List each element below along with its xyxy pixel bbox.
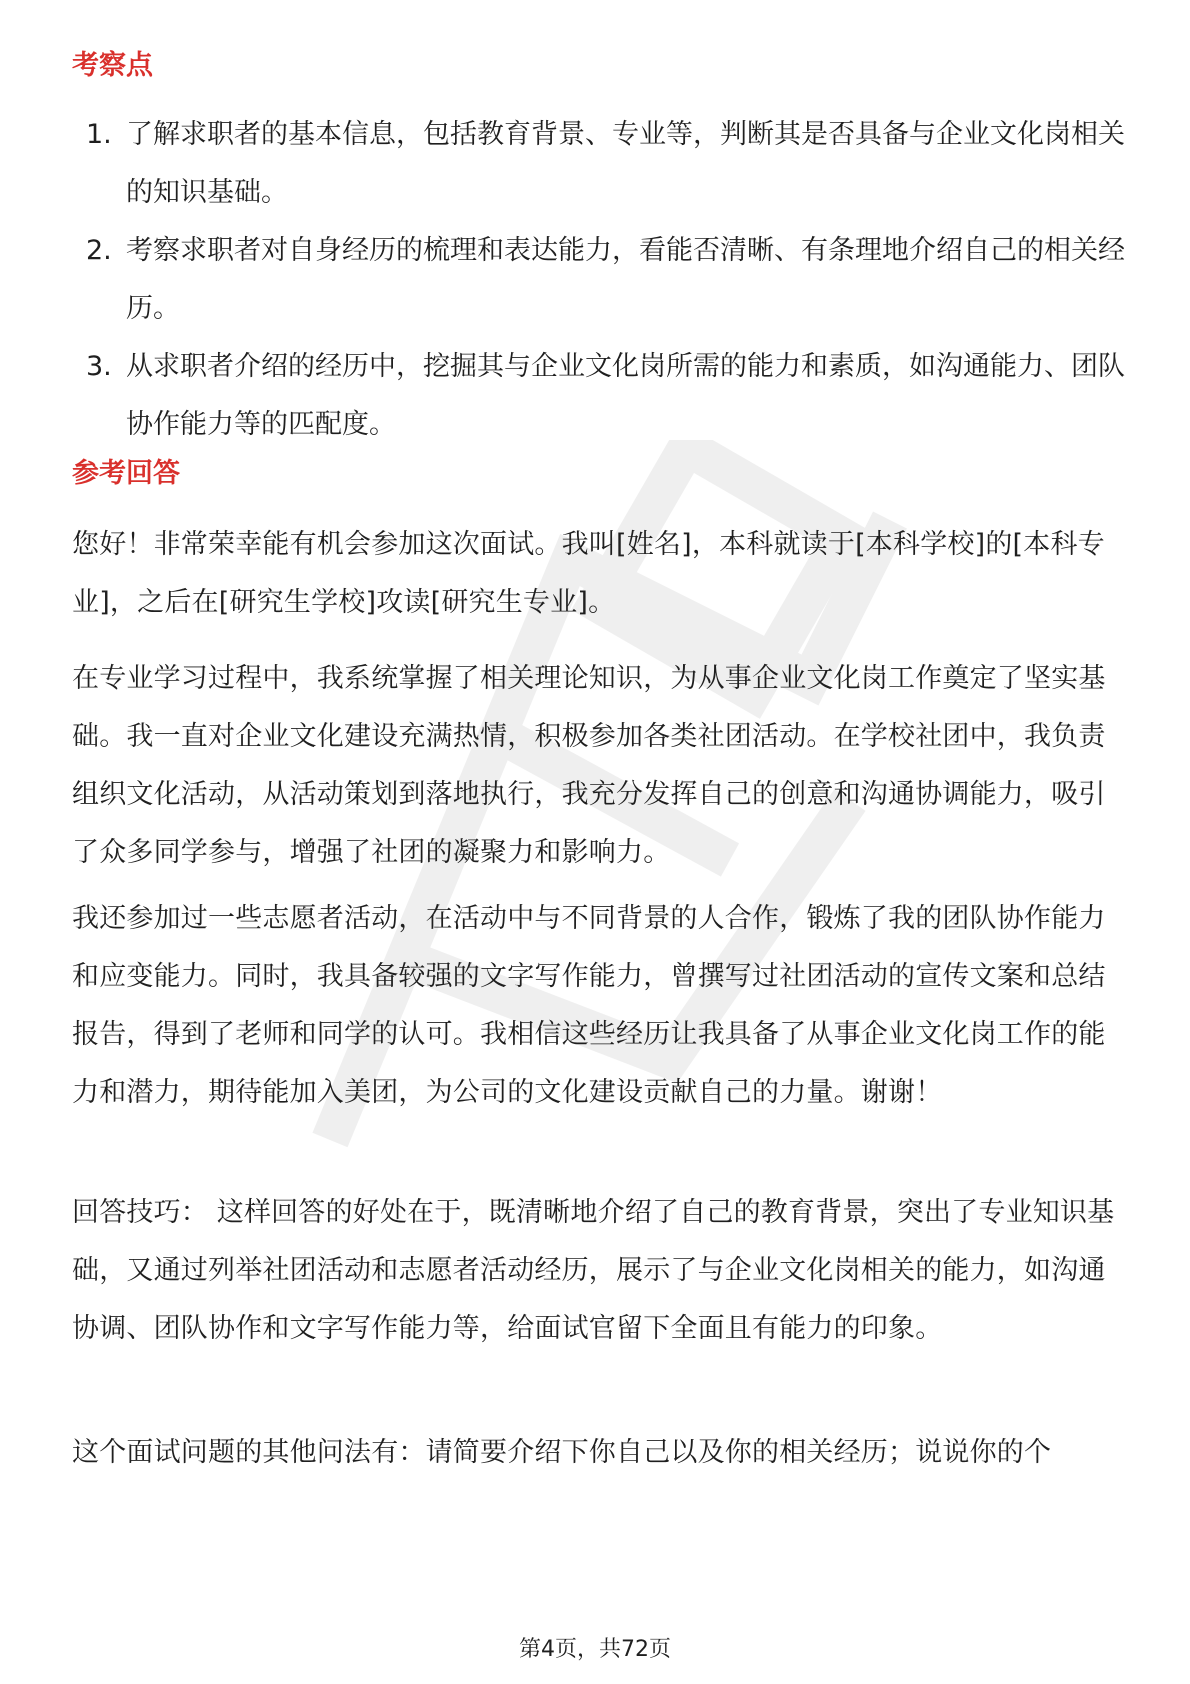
list-item-number: 1. [86,119,112,150]
section-title-exam-points: 考察点 [72,50,153,81]
exam-points-list [72,106,1132,454]
answer-tips-paragraph: 回答技巧： 这样回答的好处在于，既清晰地介绍了自己的教育背景，突出了专业知识基础，又通过列举社团活动和志愿者活动经历，展示了与企业文化岗相关的能力，如沟通协调、团队协作和文字写作能力等，给面试官留下全面且有能力的印象。 [72,1197,1115,1344]
list-item [72,338,1132,454]
list-item [72,106,1132,222]
answer-paragraph-intro: 您好！非常荣幸能有机会参加这次面试。我叫[姓名]，本科就读于[本科学校]的[本科专业]，之后在[研究生学校]攻读[研究生专业]。 [72,529,1105,618]
list-item-text: 了解求职者的基本信息，包括教育背景、专业等，判断其是否具备与企业文化岗相关的知识基础。 [126,119,1125,208]
list-item-number: 3. [86,351,112,382]
list-item-text: 从求职者介绍的经历中，挖掘其与企业文化岗所需的能力和素质，如沟通能力、团队协作能力等的匹配度。 [126,351,1125,440]
alternate-questions-paragraph: 这个面试问题的其他问法有：请简要介绍下你自己以及你的相关经历；说说你的个 [72,1437,1052,1468]
section-title-reference-answer: 参考回答 [72,458,180,489]
list-item-number: 2. [86,235,112,266]
page-number-footer: 第4页，共72页 [519,1637,671,1662]
answer-paragraph-volunteer: 我还参加过一些志愿者活动，在活动中与不同背景的人合作，锻炼了我的团队协作能力和应变能力。同时，我具备较强的文字写作能力，曾撰写过社团活动的宣传文案和总结报告，得到了老师和同学的认可。我相信这些经历让我具备了从事企业文化岗工作的能力和潜力，期待能加入美团，为公司的文化建设贡献自己的力量。谢谢！ [72,903,1106,1108]
list-item [72,222,1132,338]
answer-paragraph-study: 在专业学习过程中，我系统掌握了相关理论知识，为从事企业文化岗工作奠定了坚实基础。我一直对企业文化建设充满热情，积极参加各类社团活动。在学校社团中，我负责组织文化活动，从活动策划到落地执行，我充分发挥自己的创意和沟通协调能力，吸引了众多同学参与，增强了社团的凝聚力和影响力。 [72,663,1106,868]
list-item-text: 考察求职者对自身经历的梳理和表达能力，看能否清晰、有条理地介绍自己的相关经历。 [126,235,1125,324]
